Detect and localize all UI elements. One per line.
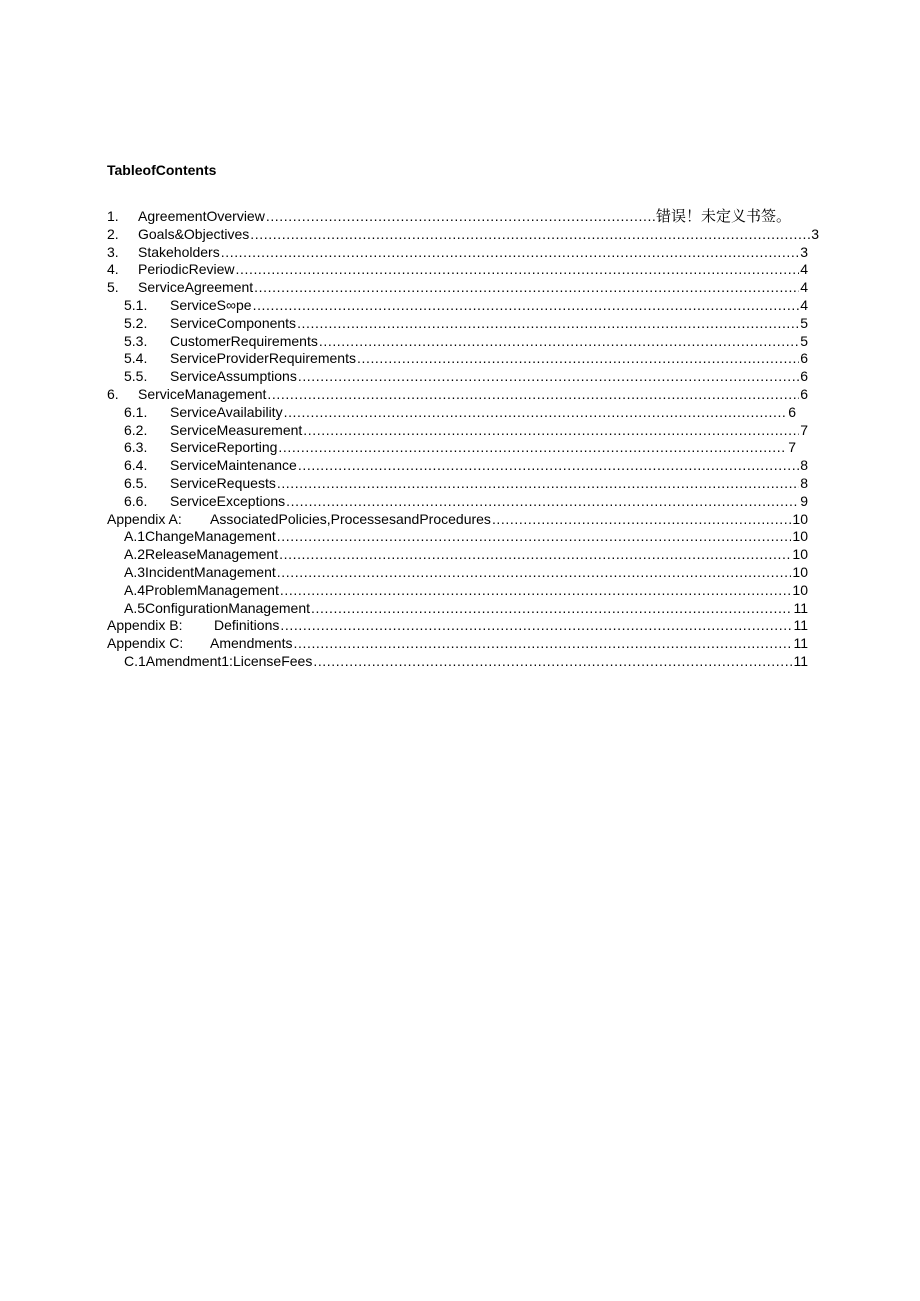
toc-entry-page: 3	[800, 243, 808, 260]
toc-entry-appendix-b[interactable]	[107, 617, 808, 635]
toc-entry-service-reporting[interactable]	[107, 439, 796, 457]
toc-entry-label: ServiceProviderRequirements	[170, 350, 356, 367]
toc-entry-page: 7	[788, 439, 796, 456]
toc-entry-page: 11	[793, 652, 808, 669]
toc-entry-service-exceptions[interactable]	[107, 493, 808, 511]
toc-entry-page: 9	[800, 492, 808, 509]
toc-entry-service-scope[interactable]	[107, 297, 808, 315]
toc-dot-leader	[319, 333, 799, 351]
toc-entry-configuration-management[interactable]	[107, 600, 808, 618]
toc-entry-label: ServiceAvailability	[170, 403, 283, 420]
toc-dot-leader	[280, 617, 792, 635]
toc-entry-page: 10	[792, 563, 808, 580]
toc-entry-page: 11	[793, 617, 808, 634]
toc-dot-leader	[266, 208, 655, 226]
toc-entry-periodic-review[interactable]	[107, 261, 808, 279]
toc-dot-leader	[303, 422, 799, 440]
toc-entry-label: Goals&Objectives	[138, 225, 250, 242]
toc-entry-number: 5.1.	[124, 296, 148, 313]
toc-entry-label: AssociatedPolicies,ProcessesandProcedures	[210, 510, 491, 527]
toc-entry-label: A.1ChangeManagement	[124, 528, 276, 545]
toc-entry-service-management[interactable]	[107, 386, 808, 404]
toc-entry-label: Amendments	[210, 635, 293, 652]
toc-entry-service-requests[interactable]	[107, 475, 808, 493]
toc-entry-page: 3	[811, 225, 819, 242]
toc-entry-number: 6.6.	[124, 492, 148, 509]
toc-entry-appendix-c[interactable]	[107, 635, 808, 653]
toc-entry-label: ServiceS∞pe	[170, 296, 252, 313]
toc-entry-page: 5	[800, 314, 808, 331]
toc-entry-page: 6	[800, 368, 808, 385]
toc-dot-leader	[298, 457, 799, 475]
toc-entry-label: ServiceComponents	[170, 314, 297, 331]
toc-entry-agreement-overview[interactable]	[107, 208, 819, 226]
toc-entry-label: CustomerRequirements	[170, 332, 318, 349]
toc-dot-leader	[298, 368, 799, 386]
toc-entry-page: 6	[800, 385, 808, 402]
toc-title: TableofContents	[107, 162, 217, 178]
toc-entry-service-agreement[interactable]	[107, 279, 808, 297]
toc-entry-label: ServiceManagement	[138, 385, 267, 402]
toc-entry-label: ServiceExceptions	[170, 492, 286, 509]
toc-entry-label: A.3IncidentManagement	[124, 563, 276, 580]
toc-entry-page: 6	[788, 403, 796, 420]
toc-entry-label: AgreementOverview	[138, 208, 265, 224]
toc-entry-label: PeriodicReview	[138, 261, 235, 278]
toc-entry-page: 10	[792, 528, 808, 545]
toc-entry-label: Definitions	[214, 617, 280, 634]
toc-entry-release-management[interactable]	[107, 546, 808, 564]
toc-entry-number: 2.	[107, 225, 119, 242]
toc-entry-goals-objectives[interactable]	[107, 226, 819, 244]
toc-entry-page: 5	[800, 332, 808, 349]
toc-entry-number: 5.	[107, 279, 119, 296]
toc-entry-page: 4	[800, 279, 808, 296]
toc-entry-number: 3.	[107, 243, 119, 260]
toc-entry-page: 4	[800, 261, 808, 278]
toc-dot-leader	[235, 261, 799, 279]
toc-dot-leader	[253, 297, 800, 315]
toc-dot-leader	[278, 439, 787, 457]
toc-entry-incident-management[interactable]	[107, 564, 808, 582]
toc-entry-label: A.4ProblemManagement	[124, 581, 279, 598]
toc-dot-leader	[313, 653, 792, 671]
toc-dot-leader	[293, 635, 792, 653]
toc-entry-page: 10	[792, 510, 808, 527]
toc-dot-leader	[277, 564, 792, 582]
toc-entry-service-availability[interactable]	[107, 404, 796, 422]
toc-entry-label: Stakeholders	[138, 243, 220, 260]
toc-list	[107, 208, 819, 671]
toc-entry-label: ServiceMaintenance	[170, 457, 297, 474]
toc-entry-page: 8	[800, 457, 808, 474]
toc-dot-leader	[357, 350, 799, 368]
toc-entry-number: Appendix B:	[107, 617, 183, 634]
toc-entry-appendix-a[interactable]	[107, 511, 808, 529]
toc-dot-leader	[277, 475, 799, 493]
toc-entry-number: Appendix C:	[107, 635, 184, 652]
toc-dot-leader	[286, 493, 799, 511]
toc-entry-number: 6.2.	[124, 421, 148, 438]
toc-dot-leader	[254, 279, 799, 297]
toc-entry-service-maintenance[interactable]	[107, 457, 808, 475]
toc-dot-leader	[297, 315, 799, 333]
toc-dot-leader	[250, 226, 810, 244]
toc-entry-label: ServiceAssumptions	[170, 368, 297, 385]
toc-dot-leader	[280, 582, 792, 600]
toc-entry-customer-requirements[interactable]	[107, 333, 808, 351]
toc-entry-number: 6.1.	[124, 403, 148, 420]
toc-entry-error-text: 错误！未定义书签。	[655, 207, 791, 225]
toc-entry-number: 5.3.	[124, 332, 148, 349]
toc-entry-service-measurement[interactable]	[107, 422, 808, 440]
toc-entry-page: 7	[800, 421, 808, 438]
toc-entry-label: ServiceMeasurement	[170, 421, 303, 438]
toc-entry-change-management[interactable]	[107, 528, 808, 546]
toc-entry-stakeholders[interactable]	[107, 244, 808, 262]
toc-entry-label: A.2ReleaseManagement	[124, 546, 279, 563]
toc-entry-number: 6.	[107, 385, 119, 402]
toc-dot-leader	[267, 386, 799, 404]
toc-entry-page: 8	[800, 474, 808, 491]
toc-entry-page: 10	[792, 581, 808, 598]
toc-dot-leader	[277, 528, 792, 546]
toc-entry-number: 6.5.	[124, 474, 148, 491]
toc-entry-label: ServiceRequests	[170, 474, 276, 491]
toc-dot-leader	[311, 600, 792, 618]
toc-entry-label: ServiceReporting	[170, 439, 278, 456]
toc-entry-page: 10	[792, 546, 808, 563]
toc-entry-number: Appendix A:	[107, 510, 182, 527]
toc-entry-number: 5.2.	[124, 314, 148, 331]
toc-entry-number: 6.4.	[124, 457, 148, 474]
toc-entry-label: C.1Amendment1:LicenseFees	[124, 652, 313, 669]
toc-entry-number: 1.	[107, 208, 119, 224]
toc-entry-problem-management[interactable]	[107, 582, 808, 600]
toc-entry-number: 5.5.	[124, 368, 148, 385]
toc-entry-page: 11	[793, 635, 808, 652]
toc-entry-number: 4.	[107, 261, 119, 278]
toc-entry-service-assumptions[interactable]	[107, 368, 808, 386]
toc-entry-label: A.5ConfigurationManagement	[124, 599, 311, 616]
toc-entry-service-provider-requirements[interactable]	[107, 350, 808, 368]
toc-entry-label: ServiceAgreement	[138, 279, 254, 296]
toc-dot-leader	[284, 404, 788, 422]
toc-entry-service-components[interactable]	[107, 315, 808, 333]
toc-entry-page: 11	[793, 599, 808, 616]
toc-dot-leader	[492, 511, 791, 529]
toc-entry-page: 6	[800, 350, 808, 367]
toc-entry-number: 5.4.	[124, 350, 148, 367]
toc-dot-leader	[221, 244, 799, 262]
toc-dot-leader	[279, 546, 791, 564]
toc-entry-number: 6.3.	[124, 439, 148, 456]
toc-entry-page: 4	[800, 296, 808, 313]
toc-entry-amendment-license-fees[interactable]	[107, 653, 808, 671]
